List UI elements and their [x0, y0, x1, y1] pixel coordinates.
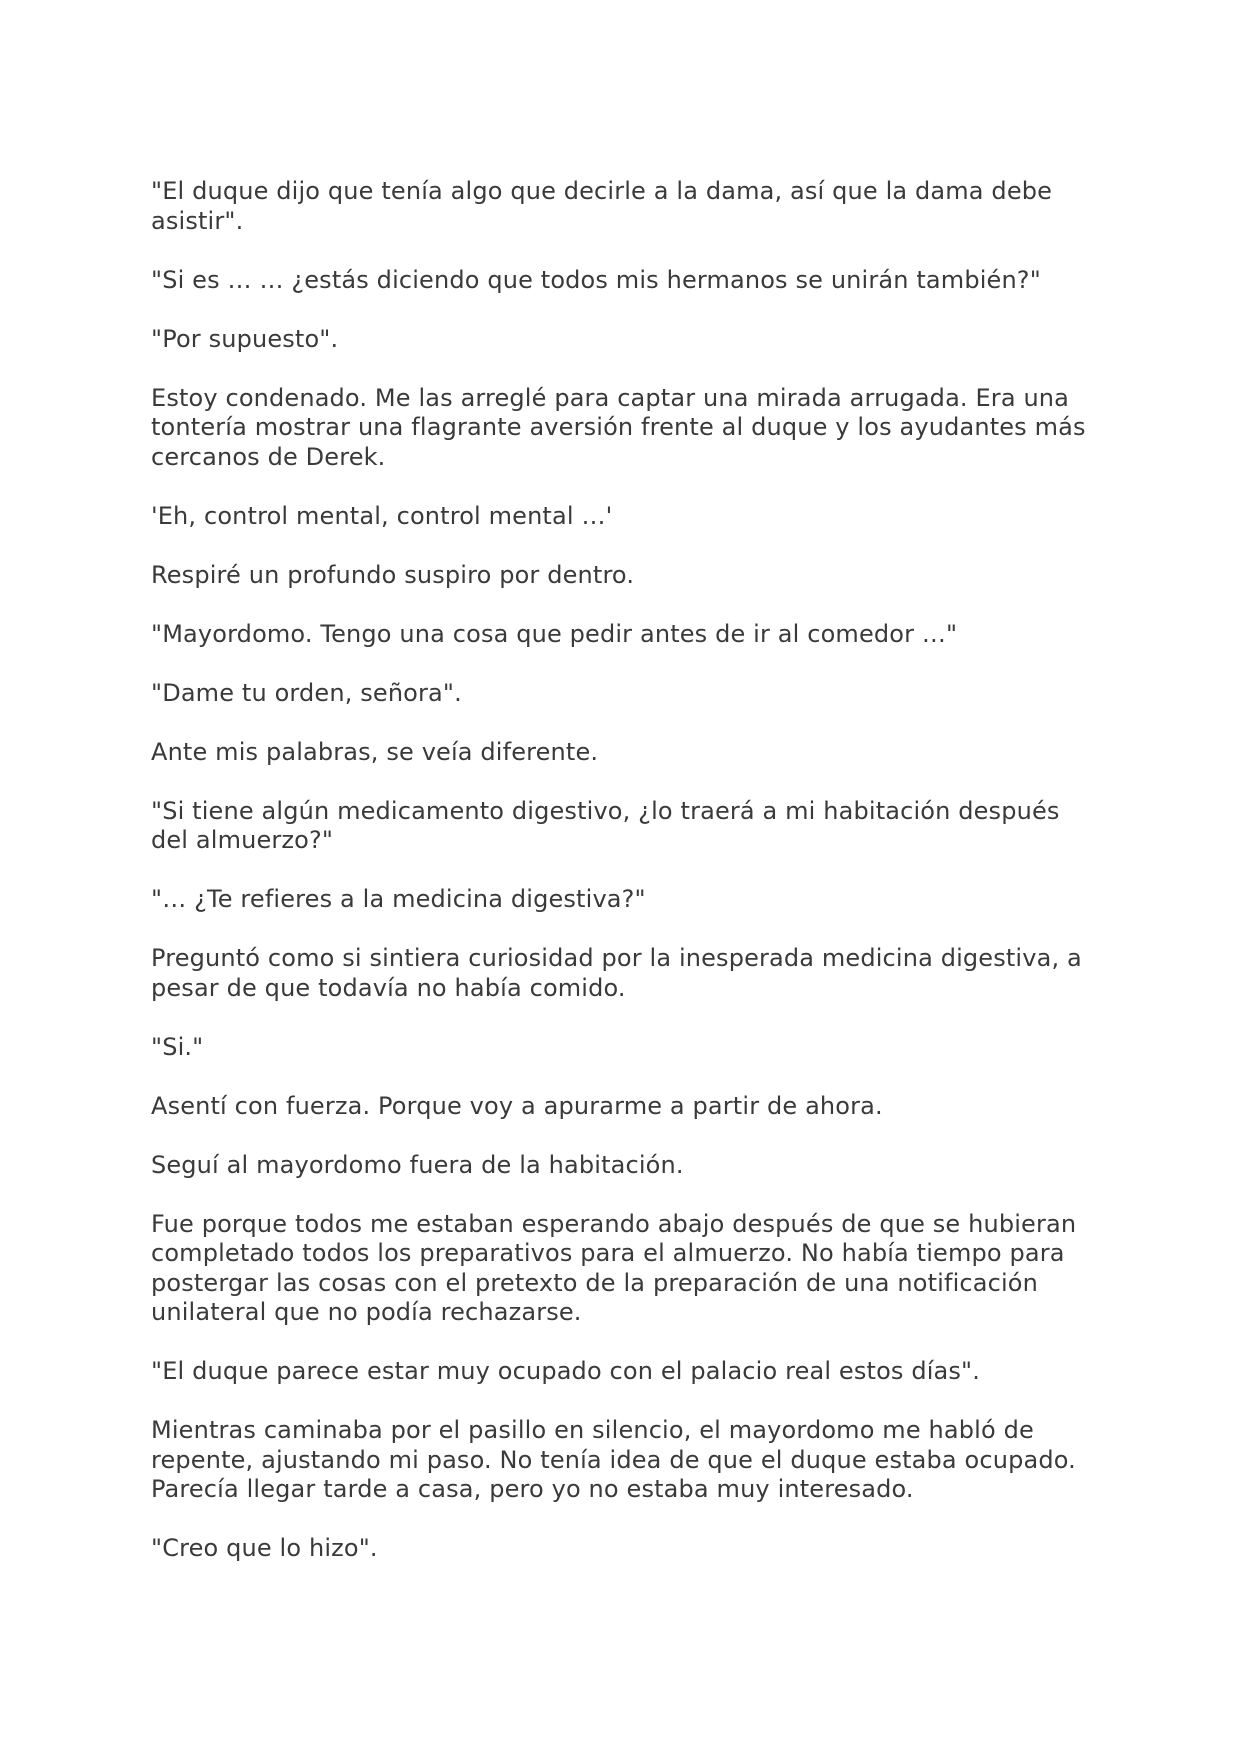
paragraph: "Por supuesto".	[151, 324, 339, 353]
paragraph: "Creo que lo hizo".	[151, 1534, 378, 1562]
paragraph: Respiré un profundo suspiro por dentro.	[151, 560, 635, 589]
paragraph: "El duque dijo que tenía algo que decirle a la dama, así que la dama debe asistir".	[151, 177, 1053, 235]
paragraph: "Si es … … ¿estás diciendo que todos mis hermanos se unirán también?"	[151, 265, 1041, 294]
paragraph: Seguí al mayordomo fuera de la habitación.	[151, 1150, 684, 1179]
paragraph: "… ¿Te refieres a la medicina digestiva?"	[151, 885, 646, 913]
paragraph: Estoy condenado. Me las arreglé para captar una mirada arrugada. Era una tontería mostrar una flagrante aversión frente al duque y los ayudantes más cercanos de Derek.	[151, 383, 1086, 471]
paragraph: Mientras caminaba por el pasillo en silencio, el mayordomo me habló de repente, ajustando mi paso. No tenía idea de que el duque estaba ocupado. Parecía llegar tarde a casa, pero yo no estaba muy interesado.	[151, 1416, 1076, 1503]
paragraph: 'Eh, control mental, control mental …'	[151, 501, 613, 530]
document-body	[151, 177, 1101, 1593]
paragraph: Preguntó como si sintiera curiosidad por la inesperada medicina digestiva, a pesar de que todavía no había comido.	[151, 944, 1082, 1002]
paragraph: Ante mis palabras, se veía diferente.	[151, 737, 599, 766]
paragraph: Fue porque todos me estaban esperando abajo después de que se hubieran completado todos los preparativos para el almuerzo. No había tiempo para postergar las cosas con el pretexto de la preparación de una notificación unilateral que no podía rechazarse.	[151, 1209, 1077, 1326]
paragraph: "El duque parece estar muy ocupado con el palacio real estos días".	[151, 1357, 981, 1385]
paragraph: "Mayordomo. Tengo una cosa que pedir antes de ir al comedor …"	[151, 619, 958, 648]
paragraph: "Dame tu orden, señora".	[151, 678, 462, 707]
paragraph: Asentí con fuerza. Porque voy a apurarme a partir de ahora.	[151, 1091, 883, 1120]
paragraph: "Si."	[151, 1032, 204, 1061]
paragraph: "Si tiene algún medicamento digestivo, ¿lo traerá a mi habitación después del almuerzo?"	[151, 796, 1060, 854]
